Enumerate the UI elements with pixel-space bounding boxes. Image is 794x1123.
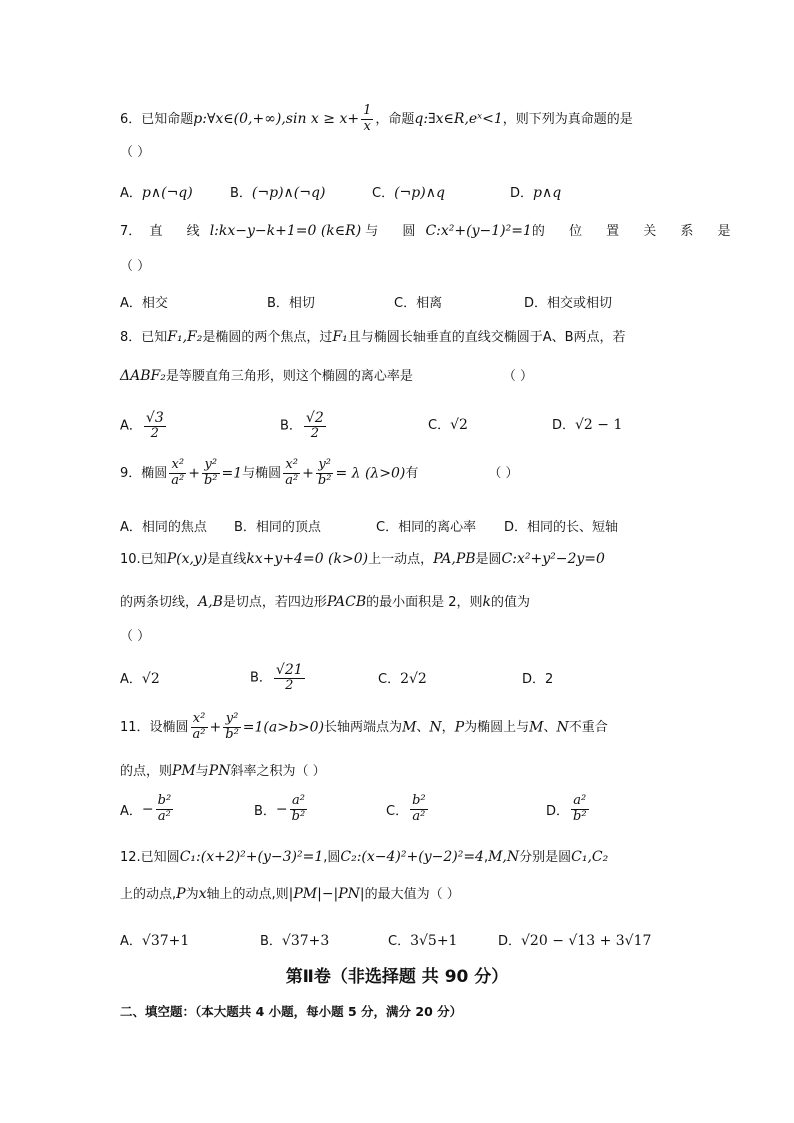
q9-option-b[interactable]: B．相同的顶点 [234, 520, 321, 535]
question-8: 8．已知F₁,F₂是椭圆的两个焦点，过F₁且与椭圆长轴垂直的直线交椭圆于A、B两点，若 [120, 329, 626, 345]
section-title: 第Ⅱ卷（非选择题 共 90 分） [285, 967, 509, 987]
q12-line-2: 上的动点,P为x轴上的动点,则|PM|−|PN|的最大值为（ ） [120, 886, 460, 902]
q7-option-a[interactable]: A．相交 [120, 296, 168, 311]
q9-option-c[interactable]: C．相同的离心率 [376, 520, 477, 535]
q6-proposition-p: p:∀x∈(0,+∞),sin x ≥ x+ [193, 110, 360, 127]
q11-option-b[interactable]: B．− $\frac{\text{a²}}{\text{b²}}$ [254, 793, 306, 824]
q12-options [120, 930, 680, 950]
q10-options [120, 656, 680, 698]
q8-options [120, 402, 680, 444]
q10-option-d[interactable]: D．2 [522, 672, 554, 687]
q6-option-d[interactable]: D．p∧q [510, 185, 562, 201]
q10-option-b[interactable]: B． $\frac{√21}{2}$ [250, 662, 303, 694]
q8-option-a[interactable]: A． $\frac{√3}{2}$ [120, 410, 164, 442]
q10-line-2: 的两条切线，A,B是切点，若四边形PACB的最小面积是 2，则k的值为 [120, 594, 531, 610]
q8-option-b[interactable]: B． $\frac{√2}{2}$ [280, 410, 324, 442]
question-11: 11．设椭圆 $\frac{\text{x²}}{\text{a²}}$ + $\frac{\text{y²}}{\text{b²}}$ =1(a>b>0)长轴两端点为M、N，P为椭圆上与M、N不重合 [120, 711, 608, 742]
section-subtitle: 二、填空题：（本大题共 4 小题，每小题 5 分，满分 20 分） [120, 1004, 463, 1019]
q9-options [120, 516, 680, 536]
q7-option-c[interactable]: C．相离 [394, 296, 443, 311]
q7-circle-equation: C:x²+(y−1)²=1 [425, 223, 532, 239]
q6-options [120, 182, 680, 202]
q12-option-a[interactable]: A．√37+1 [120, 933, 190, 949]
q7-answer-paren: （ ） [120, 259, 151, 274]
q6-proposition-q: q:∃x∈R,eˣ<1 [414, 110, 503, 127]
question-9: 9．椭圆 $\frac{\text{x²}}{\text{a²}}$ + $\frac{\text{y²}}{\text{b²}}$ =1与椭圆 $\frac{\text{x²}}{\text{a²}}$ + $\frac{\text{y²}}{\text{b²}}$ = λ (λ>0)有 （ ） [120, 457, 519, 488]
q11-option-d[interactable]: D． $\frac{\text{a²}}{\text{b²}}$ [546, 793, 587, 824]
q10-option-c[interactable]: C．2√2 [378, 671, 427, 687]
q12-option-d[interactable]: D．√20 − √13 + 3√17 [498, 933, 652, 949]
q9-option-a[interactable]: A．相同的焦点 [120, 520, 207, 535]
q12-option-c[interactable]: C．3√5+1 [388, 933, 458, 949]
q8-answer-paren: （ ） [502, 369, 533, 384]
q8-option-d[interactable]: D．√2 − 1 [552, 417, 623, 433]
q6-stem: 6．已知命题 [120, 111, 194, 127]
q6-option-b[interactable]: B．(¬p)∧(¬q) [230, 185, 326, 201]
q10-answer-paren: （ ） [120, 629, 151, 644]
q6-answer-paren: （ ） [120, 145, 151, 160]
q11-option-c[interactable]: C． $\frac{\text{b²}}{\text{a²}}$ [386, 793, 426, 824]
q8-line-2: ΔABF₂是等腰直角三角形，则这个椭圆的离心率是 （ ） [120, 368, 533, 384]
question-12: 12.已知圆C₁:(x+2)²+(y−3)²=1,圆C₂:(x−4)²+(y−2)²=4,M,N分别是圆C₁,C₂ [120, 849, 609, 865]
q7-option-b[interactable]: B．相切 [267, 296, 315, 311]
q11-line-2: 的点，则PM与PN斜率之积为（ ） [120, 763, 326, 779]
q9-option-d[interactable]: D．相同的长、短轴 [504, 520, 619, 535]
question-10: 10.已知P(x,y)是直线kx+y+4=0 (k>0)上一动点，PA,PB是圆C:x²+y²−2y=0 [120, 551, 605, 567]
q7-option-d[interactable]: D．相交或相切 [524, 296, 613, 311]
q9-answer-paren: （ ） [488, 465, 519, 481]
q11-option-a[interactable]: A．− $\frac{\text{b²}}{\text{a²}}$ [120, 793, 172, 824]
q6-option-c[interactable]: C．(¬p)∧q [372, 185, 445, 201]
q6-fraction: $\frac{1}{x}$ [363, 103, 372, 134]
q6-option-a[interactable]: A．p∧(¬q) [120, 185, 193, 201]
q10-option-a[interactable]: A．√2 [120, 671, 160, 687]
q7-options [120, 292, 680, 312]
question-6: 6．已知命题p:∀x∈(0,+∞),sin x ≥ x+ $\frac{1}{x}$ ，命题q:∃x∈R,eˣ<1，则下列为真命题的是 [120, 103, 633, 134]
q11-options [120, 790, 680, 832]
q8-option-c[interactable]: C．√2 [428, 417, 468, 433]
q7-line-equation: l:kx−y−k+1=0 (k∈R) [209, 223, 362, 239]
question-7: 7． 直 线l:kx−y−k+1=0 (k∈R) 与 圆C:x²+(y−1)²=1的 位 置 关 系 是 [120, 223, 741, 239]
q12-option-b[interactable]: B．√37+3 [260, 933, 330, 949]
